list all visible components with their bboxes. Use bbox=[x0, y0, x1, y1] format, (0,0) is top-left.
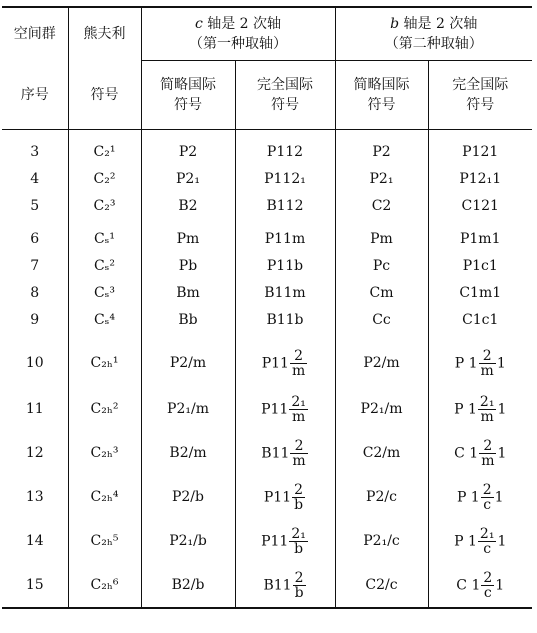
table-row bbox=[2, 306, 532, 333]
header-b-axis-group: b 轴是 2 次轴 （第二种取轴） bbox=[335, 7, 532, 61]
cell-b-short-intl: P2₁ bbox=[335, 165, 428, 192]
header-space-group-number-line2: 序号 bbox=[2, 61, 68, 130]
cell-b-full-intl bbox=[428, 475, 532, 519]
cell-c-full-intl: B112 bbox=[235, 192, 335, 219]
cell-schoenflies-symbol: Cₛ¹ bbox=[68, 219, 141, 252]
cell-c-short-intl: B2 bbox=[141, 192, 235, 219]
table-row bbox=[2, 563, 532, 608]
fraction-denominator: m bbox=[480, 362, 494, 379]
cell-schoenflies-symbol: C₂² bbox=[68, 165, 141, 192]
cell-b-short-intl: Cm bbox=[335, 279, 428, 306]
cell-space-group-number: 3 bbox=[30, 143, 40, 160]
symbol-suffix: 1 bbox=[497, 445, 507, 461]
fraction-numerator: 2₁ bbox=[479, 525, 495, 542]
cell-schoenflies-symbol: C₂ₕ³ bbox=[68, 431, 141, 475]
cell-c-full-intl: P112₁ bbox=[235, 165, 335, 192]
cell-b-full-intl bbox=[428, 563, 532, 608]
table-row bbox=[2, 475, 532, 519]
symbol-fraction bbox=[478, 395, 497, 424]
cell-b-full-intl: C1c1 bbox=[428, 306, 532, 333]
cell-space-group-number: 11 bbox=[25, 401, 44, 417]
symbol-prefix: B11 bbox=[263, 577, 292, 593]
cell-b-short-intl: P2₁/m bbox=[335, 387, 428, 431]
table-row bbox=[2, 252, 532, 279]
cell-c-full-intl: P112 bbox=[235, 130, 335, 166]
cell-space-group-number: 13 bbox=[25, 489, 44, 505]
symbol-prefix: P11 bbox=[261, 533, 289, 549]
cell-c-short-intl: Bb bbox=[141, 306, 235, 333]
fraction-denominator: b bbox=[294, 496, 304, 513]
cell-c-short-intl: Pb bbox=[141, 252, 235, 279]
cell-schoenflies-symbol: C₂ₕ¹ bbox=[68, 333, 141, 387]
header-b-short-intl: 简略国际 符号 bbox=[335, 61, 428, 130]
cell-space-group-number: 12 bbox=[25, 445, 44, 461]
cell-c-full-intl bbox=[235, 387, 335, 431]
symbol-prefix: P 1 bbox=[456, 489, 480, 505]
header-schoenflies-symbol: 熊夫利 bbox=[68, 7, 141, 61]
cell-space-group-number: 10 bbox=[25, 355, 44, 371]
symbol-fraction bbox=[479, 349, 496, 378]
symbol-fraction bbox=[289, 395, 308, 424]
cell-c-short-intl: P2/b bbox=[141, 475, 235, 519]
cell-c-full-intl bbox=[235, 519, 335, 563]
cell-c-full-intl: P11b bbox=[235, 252, 335, 279]
table-row bbox=[2, 519, 532, 563]
cell-b-short-intl: P2₁/c bbox=[335, 519, 428, 563]
cell-schoenflies-symbol: C₂ₕ⁶ bbox=[68, 563, 141, 608]
fraction-numerator: 2₁ bbox=[291, 393, 306, 410]
cell-b-full-intl: C121 bbox=[428, 192, 532, 219]
cell-c-short-intl: P2₁ bbox=[141, 165, 235, 192]
cell-b-full-intl bbox=[428, 387, 532, 431]
cell-c-short-intl: P2 bbox=[141, 130, 235, 166]
cell-c-short-intl: B2/m bbox=[141, 431, 235, 475]
space-group-table bbox=[2, 6, 532, 609]
fraction-denominator: c bbox=[483, 496, 492, 513]
fraction-numerator: 2 bbox=[479, 439, 496, 454]
cell-c-full-intl bbox=[235, 563, 335, 608]
cell-space-group-number: 7 bbox=[30, 257, 40, 274]
fraction-numerator: 2 bbox=[292, 483, 305, 498]
cell-b-short-intl: Pc bbox=[335, 252, 428, 279]
fraction-denominator: m bbox=[291, 362, 306, 379]
fraction-numerator: 2 bbox=[293, 571, 306, 586]
cell-space-group-number: 8 bbox=[30, 284, 40, 301]
symbol-fraction bbox=[290, 439, 307, 468]
cell-b-full-intl bbox=[428, 333, 532, 387]
cell-b-short-intl: P2 bbox=[335, 130, 428, 166]
symbol-fraction bbox=[293, 571, 306, 600]
fraction-numerator: 2 bbox=[479, 349, 496, 364]
symbol-prefix: B11 bbox=[261, 445, 290, 461]
cell-c-short-intl: B2/b bbox=[141, 563, 235, 608]
cell-c-short-intl: P2₁/b bbox=[141, 519, 235, 563]
cell-b-full-intl: P1m1 bbox=[428, 219, 532, 252]
cell-space-group-number: 4 bbox=[30, 170, 40, 187]
fraction-denominator: b bbox=[294, 540, 304, 557]
cell-c-full-intl bbox=[235, 333, 335, 387]
cell-space-group-number: 9 bbox=[30, 311, 40, 328]
table-row bbox=[2, 387, 532, 431]
symbol-fraction bbox=[481, 483, 494, 512]
symbol-suffix: 1 bbox=[494, 489, 504, 505]
fraction-numerator: 2 bbox=[290, 439, 307, 454]
symbol-prefix: P11 bbox=[261, 401, 289, 417]
fraction-denominator: m bbox=[481, 452, 495, 469]
symbol-prefix: C 1 bbox=[456, 577, 481, 593]
cell-b-short-intl: C2 bbox=[335, 192, 428, 219]
table-row bbox=[2, 219, 532, 252]
cell-c-short-intl: P2/m bbox=[141, 333, 235, 387]
cell-c-short-intl: Pm bbox=[141, 219, 235, 252]
symbol-fraction bbox=[478, 527, 497, 556]
symbol-suffix: 1 bbox=[497, 401, 507, 417]
cell-c-full-intl bbox=[235, 475, 335, 519]
header-space-group-number: 空间群 bbox=[2, 7, 68, 61]
table-body bbox=[2, 130, 532, 609]
fraction-numerator: 2 bbox=[482, 481, 492, 498]
cell-schoenflies-symbol: C₂³ bbox=[68, 192, 141, 219]
cell-schoenflies-symbol: Cₛ⁴ bbox=[68, 306, 141, 333]
header-c-full-intl: 完全国际 符号 bbox=[235, 61, 335, 130]
fraction-denominator: m bbox=[480, 408, 494, 425]
symbol-prefix: P 1 bbox=[454, 533, 477, 549]
header-c-axis-group: c 轴是 2 次轴 （第一种取轴） bbox=[141, 7, 335, 61]
symbol-prefix: P 1 bbox=[454, 355, 478, 371]
symbol-fraction bbox=[292, 483, 305, 512]
cell-b-short-intl: P2/c bbox=[335, 475, 428, 519]
fraction-denominator: c bbox=[483, 584, 492, 601]
cell-b-full-intl: C1m1 bbox=[428, 279, 532, 306]
table-row bbox=[2, 279, 532, 306]
cell-b-short-intl: P2/m bbox=[335, 333, 428, 387]
cell-b-short-intl: Cc bbox=[335, 306, 428, 333]
cell-schoenflies-symbol: C₂ₕ² bbox=[68, 387, 141, 431]
cell-b-full-intl: P1c1 bbox=[428, 252, 532, 279]
cell-b-full-intl: P121 bbox=[428, 130, 532, 166]
table-row bbox=[2, 431, 532, 475]
symbol-suffix: 1 bbox=[495, 577, 505, 593]
cell-c-full-intl: B11b bbox=[235, 306, 335, 333]
symbol-fraction bbox=[479, 439, 496, 468]
symbol-prefix: C 1 bbox=[454, 445, 479, 461]
cell-space-group-number: 5 bbox=[30, 197, 40, 214]
cell-c-short-intl: P2₁/m bbox=[141, 387, 235, 431]
symbol-fraction bbox=[290, 349, 307, 378]
fraction-denominator: m bbox=[291, 408, 306, 425]
cell-space-group-number: 15 bbox=[2, 563, 68, 608]
cell-space-group-number: 6 bbox=[30, 230, 40, 247]
cell-b-short-intl: Pm bbox=[335, 219, 428, 252]
cell-b-full-intl: P12₁1 bbox=[428, 165, 532, 192]
symbol-prefix: P11 bbox=[263, 489, 292, 505]
table-row bbox=[2, 130, 532, 166]
cell-space-group-number: 14 bbox=[25, 533, 44, 549]
cell-c-full-intl bbox=[235, 431, 335, 475]
cell-c-full-intl: P11m bbox=[235, 219, 335, 252]
cell-schoenflies-symbol: Cₛ³ bbox=[68, 279, 141, 306]
cell-schoenflies-symbol: Cₛ² bbox=[68, 252, 141, 279]
header-b-full-intl: 完全国际 符号 bbox=[428, 61, 532, 130]
table-row bbox=[2, 165, 532, 192]
cell-c-full-intl: B11m bbox=[235, 279, 335, 306]
table-row bbox=[2, 192, 532, 219]
cell-schoenflies-symbol: C₂¹ bbox=[68, 130, 141, 166]
fraction-numerator: 2 bbox=[483, 569, 493, 586]
fraction-denominator: c bbox=[483, 540, 492, 557]
symbol-fraction bbox=[289, 527, 308, 556]
cell-c-short-intl: Bm bbox=[141, 279, 235, 306]
cell-b-full-intl bbox=[428, 519, 532, 563]
table-row bbox=[2, 333, 532, 387]
fraction-numerator: 2 bbox=[290, 349, 307, 364]
symbol-suffix: 1 bbox=[497, 533, 507, 549]
symbol-fraction bbox=[481, 571, 494, 600]
cell-b-short-intl: C2/c bbox=[335, 563, 428, 608]
fraction-denominator: m bbox=[292, 452, 306, 469]
cell-b-short-intl: C2/m bbox=[335, 431, 428, 475]
symbol-suffix: 1 bbox=[496, 355, 506, 371]
fraction-denominator: b bbox=[294, 584, 304, 601]
table-header bbox=[2, 7, 532, 130]
fraction-numerator: 2₁ bbox=[479, 393, 495, 410]
cell-schoenflies-symbol: C₂ₕ⁵ bbox=[68, 519, 141, 563]
header-schoenflies-symbol-line2: 符号 bbox=[68, 61, 141, 130]
cell-schoenflies-symbol: C₂ₕ⁴ bbox=[68, 475, 141, 519]
cell-b-full-intl bbox=[428, 431, 532, 475]
header-c-short-intl: 简略国际 符号 bbox=[141, 61, 235, 130]
symbol-prefix: P 1 bbox=[454, 401, 477, 417]
symbol-prefix: P11 bbox=[261, 355, 289, 371]
fraction-numerator: 2₁ bbox=[291, 525, 306, 542]
